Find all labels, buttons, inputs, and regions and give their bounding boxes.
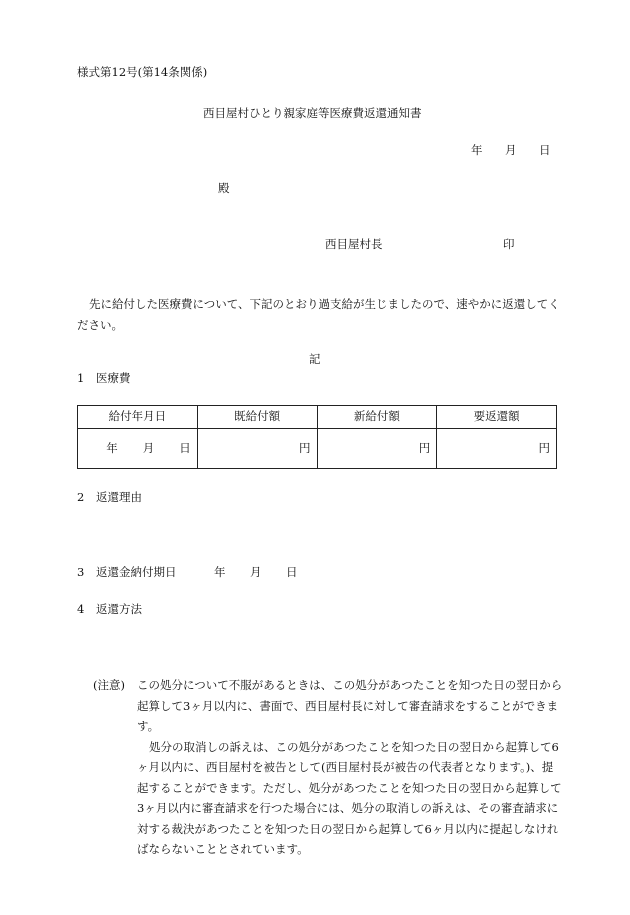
cell-day: 日 [179, 440, 191, 455]
due-month: 月 [250, 565, 262, 579]
notice-paragraph-1: この処分について不服があるときは、この処分があつたことを知つた日の翌日から起算して3ヶ月以内に、書面で、西目屋村長に対して審査請求をすることができます。 [137, 678, 563, 733]
payment-date-cell [78, 429, 198, 469]
section-2-number: 2 [77, 490, 85, 504]
form-number: 様式第12号(第14条関係) [77, 65, 208, 79]
notice-label: (注意) [93, 678, 125, 692]
cell-year: 年 [106, 440, 118, 455]
due-day: 日 [286, 565, 298, 579]
table-row [78, 429, 557, 469]
due-year: 年 [214, 565, 226, 579]
amounts-table [77, 405, 557, 469]
header-payment-date: 給付年月日 [78, 406, 198, 429]
header-new-amount: 新給付額 [317, 406, 437, 429]
ki-heading: 記 [309, 352, 321, 366]
section-3-label: 返還金納付期日 [96, 565, 177, 579]
refund-amount-cell: 円 [437, 429, 557, 469]
section-1-label: 医療費 [96, 371, 131, 385]
date-day: 日 [539, 143, 551, 157]
paid-amount-cell: 円 [197, 429, 317, 469]
header-refund-amount: 要返還額 [437, 406, 557, 429]
seal-mark: 印 [503, 237, 515, 251]
table-header-row [78, 406, 557, 429]
intro-paragraph: 先に給付した医療費について、下記のとおり過支給が生じましたので、速やかに返還してください。 [77, 297, 560, 332]
date-month: 月 [505, 143, 517, 157]
header-paid-amount: 既給付額 [197, 406, 317, 429]
date-year: 年 [471, 143, 483, 157]
document-title: 西目屋村ひとり親家庭等医療費返還通知書 [203, 106, 422, 120]
cell-month: 月 [142, 440, 155, 455]
section-1-number: 1 [77, 371, 85, 385]
issuer-name: 西目屋村長 [325, 237, 383, 251]
addressee-suffix: 殿 [218, 181, 230, 195]
notice-block [93, 675, 563, 860]
section-3-number: 3 [77, 565, 85, 579]
section-4-label: 返還方法 [96, 602, 142, 616]
notice-paragraph-2: 処分の取消しの訴えは、この処分があつたことを知つた日の翌日から起算して6ヶ月以内に、西目屋村を被告として(西目屋村長が被告の代表者となります。)、提起することができます。ただし、処分があつたことを知つた日の翌日から起算して3ヶ月以内に審査請求を行つた場合には、処分の取消しの訴えは、その審査請求に対する裁決があつたことを知つた日の翌日から起算して6ヶ月以内に提起しなければならないこととされています。 [137, 739, 562, 856]
new-amount-cell: 円 [317, 429, 437, 469]
section-2-label: 返還理由 [96, 490, 142, 504]
section-4-number: 4 [77, 602, 85, 616]
